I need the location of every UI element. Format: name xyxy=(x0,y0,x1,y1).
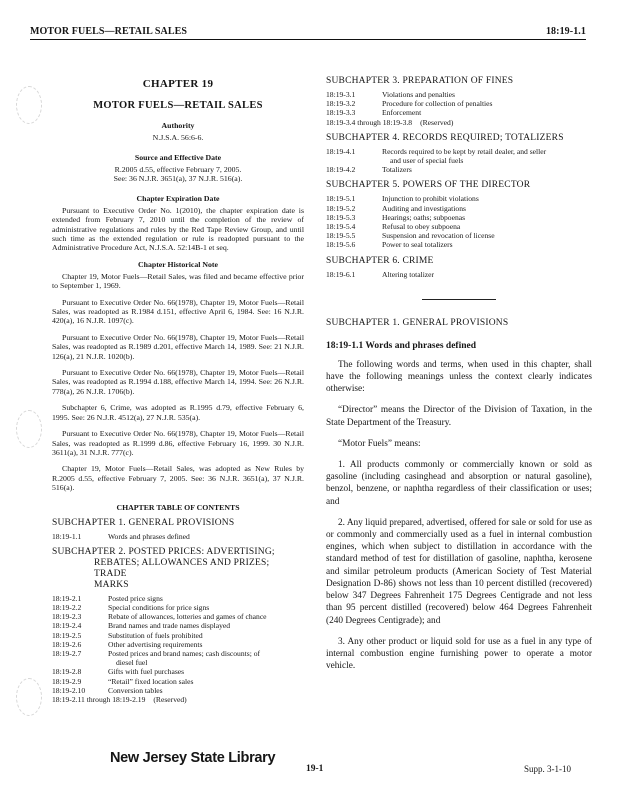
body-paragraph: 1. All products commonly or commercially known or sold as gasoline (including casinghead and absorption or natural gasoline), benzol, benzene, or naphtha regardless of their classification or uses; and xyxy=(326,460,592,507)
toc-subchapter-heading: SUBCHAPTER 5. POWERS OF THE DIRECTOR xyxy=(326,180,531,191)
toc-entry[interactable] xyxy=(326,270,592,279)
toc-subchapter xyxy=(326,76,592,127)
history-paragraph: Chapter 19, Motor Fuels—Retail Sales, was filed and became effective prior to September 1, 1969. xyxy=(52,271,304,291)
toc-entry-title: Altering totalizer xyxy=(382,269,435,279)
toc-entry-title: “Retail” fixed location sales xyxy=(108,676,194,686)
source-line: See: 36 N.J.R. 3651(a), 37 N.J.R. 516(a). xyxy=(113,174,243,184)
toc-entry[interactable] xyxy=(52,677,304,686)
toc-entry-number: 18:19-3.3 xyxy=(326,108,356,118)
left-column xyxy=(52,76,304,710)
toc-entry-number: 18:19-2.1 xyxy=(52,593,82,603)
header-title: MOTOR FUELS—RETAIL SALES xyxy=(30,26,188,37)
toc-entry-number: 18:19-2.3 xyxy=(52,612,82,622)
toc-entry-title: Posted prices and brand names; cash discounts; of xyxy=(108,648,261,658)
toc-entry-list xyxy=(326,194,592,249)
toc-entry-list xyxy=(326,90,592,127)
toc-entry-number: 18:19-6.1 xyxy=(326,269,356,279)
toc-entry[interactable] xyxy=(52,621,304,630)
toc-entry[interactable] xyxy=(52,640,304,649)
toc-entry[interactable] xyxy=(326,222,592,231)
toc-entry-title: Substitution of fuels prohibited xyxy=(108,630,203,640)
expiration-text: Pursuant to Executive Order No. 1(2010), the chapter expiration date is extended from February 7, 2010 until the completion of the review of administrative regulations and rules by the Red Tape Review Group, and until such time as the extended regulation or rule is readopted pursuant to the Administrative Procedure Act, N.J.S.A. 52:14B-1 et seq. xyxy=(52,205,304,253)
toc-subchapter xyxy=(326,180,592,249)
toc-entry-title: Brand names and trade names displayed xyxy=(108,621,231,631)
toc-entry[interactable] xyxy=(326,108,592,117)
toc-entry-list xyxy=(326,270,592,279)
toc-entry-list xyxy=(52,532,304,541)
toc-entry-title: Words and phrases defined xyxy=(108,531,190,541)
body-subchapter-heading: SUBCHAPTER 1. GENERAL PROVISIONS xyxy=(326,317,509,328)
toc-entry-number: 18:19-2.11 through 18:19-2.19 xyxy=(52,694,146,704)
toc-entry-title: Procedure for collection of penalties xyxy=(382,99,493,109)
running-header xyxy=(30,26,586,40)
toc-subchapter-heading: SUBCHAPTER 1. GENERAL PROVISIONS xyxy=(52,517,235,528)
toc-entry-title: (Reserved) xyxy=(420,117,454,127)
toc-entry-title-cont: and user of special fuels xyxy=(390,156,464,166)
toc-entry[interactable] xyxy=(52,649,304,658)
toc-entry[interactable] xyxy=(326,165,592,174)
toc-entry-number: 18:19-3.2 xyxy=(326,99,356,109)
toc-subchapter xyxy=(326,256,592,279)
toc-entry-number: 18:19-2.6 xyxy=(52,639,82,649)
toc-entry-number: 18:19-4.2 xyxy=(326,165,356,175)
toc-entry-title: Injunction to prohibit violations xyxy=(382,194,479,204)
body-paragraph: 2. Any liquid prepared, advertised, offered for sale or sold for use as or commonly and commercially used as a fuel in internal combustion engines, which when subject to distillation in accordance with the standard method of test for distillation of gasoline, naphtha, kerosene and similar petroleum products (American Society of Test Material Designation D-86) shows not less than 10 percent distilled (recovered) below 347 Degrees Fahrenheit 175 Degrees Centigrade and not less than 95 percent distilled (recovered) below 464 Degrees Fahrenheit (240 Degrees Centigrade); and xyxy=(326,517,592,626)
history-paragraph: Pursuant to Executive Order No. 66(1978), Chapter 19, Motor Fuels—Retail Sales, was readopted as R.1989 d.201, effective March 14, 1989. See: 21 N.J.R. 126(a), 21 N.J.R. 1020(b). xyxy=(52,332,304,361)
toc-entry-title: Rebate of allowances, lotteries and games of chance xyxy=(108,612,267,622)
toc-entry-number: 18:19-4.1 xyxy=(326,146,356,156)
toc-subchapter xyxy=(52,518,304,541)
history-paragraph: Pursuant to Executive Order No. 66(1978), Chapter 19, Motor Fuels—Retail Sales, was readopted as R.1984 d.151, effective April 6, 1984. See: 16 N.J.R. 420(a), 16 N.J.R. 1097(c). xyxy=(52,297,304,326)
toc-entry-number: 18:19-5.4 xyxy=(326,222,356,232)
toc-entry[interactable] xyxy=(326,204,592,213)
header-section-number: 18:19-1.1 xyxy=(545,26,586,37)
body-paragraph: 3. Any other product or liquid sold for use as a fuel in any type of internal combustion engine furnishing power to operate a motor vehicle. xyxy=(326,636,592,672)
toc-subchapter-heading: SUBCHAPTER 4. RECORDS REQUIRED; TOTALIZERS xyxy=(326,132,564,143)
toc-entry-title: Records required to be kept by retail dealer, and seller xyxy=(382,146,547,156)
toc-entry-number: 18:19-5.6 xyxy=(326,240,356,250)
history-paragraph: Subchapter 6, Crime, was adopted as R.1995 d.79, effective February 6, 1995. See: 26 N.J.R. 4512(a), 27 N.J.R. 535(a). xyxy=(52,403,304,422)
punch-hole-mark xyxy=(16,86,42,124)
toc-entry-title-cont: diesel fuel xyxy=(116,658,148,668)
toc-entry[interactable] xyxy=(326,231,592,240)
chapter-number: CHAPTER 19 xyxy=(142,78,214,90)
toc-subchapter-heading: SUBCHAPTER 3. PREPARATION OF FINES xyxy=(326,76,514,86)
toc-subchapter-heading: SUBCHAPTER 2. POSTED PRICES: ADVERTISING; xyxy=(52,546,275,557)
toc-entry-title: (Reserved) xyxy=(153,694,187,704)
toc-entry-number: 18:19-2.5 xyxy=(52,630,82,640)
toc-entry-title: Enforcement xyxy=(382,108,422,118)
toc-entry[interactable] xyxy=(326,99,592,108)
toc-entry[interactable] xyxy=(326,213,592,222)
toc-entry-number: 18:19-3.1 xyxy=(326,90,356,99)
chapter-title: MOTOR FUELS—RETAIL SALES xyxy=(93,100,263,111)
toc-entry-title: Refusal to obey subpoena xyxy=(382,222,461,232)
toc-entry-number: 18:19-2.8 xyxy=(52,667,82,677)
toc-entry[interactable] xyxy=(326,90,592,99)
toc-right xyxy=(326,76,592,279)
toc-entry-title: Gifts with fuel purchases xyxy=(108,667,185,677)
history-paragraph: Pursuant to Executive Order No. 66(1978), Chapter 19, Motor Fuels—Retail Sales, was readopted as R.1994 d.188, effective March 14, 1994. See: 26 N.J.R. 778(a), 26 N.J.R. 1706(b). xyxy=(52,368,304,396)
toc-subchapter-heading-cont: REBATES; ALLOWANCES AND PRIZES; TRADE xyxy=(94,557,270,579)
toc-entry-title: Auditing and investigations xyxy=(382,203,466,213)
toc-entry-list xyxy=(52,594,304,704)
toc-subchapter-heading: SUBCHAPTER 6. CRIME xyxy=(326,255,434,266)
page-number: 19-1 xyxy=(306,764,324,774)
right-column xyxy=(326,76,592,681)
toc-entry-number: 18:19-2.2 xyxy=(52,602,82,612)
toc-entry-number: 18:19-1.1 xyxy=(52,531,82,541)
supplement-date: Supp. 3-1-10 xyxy=(524,764,571,774)
divider-rule xyxy=(422,299,496,300)
source-heading: Source and Effective Date xyxy=(134,152,222,162)
toc-entry[interactable] xyxy=(52,631,304,640)
toc-heading: CHAPTER TABLE OF CONTENTS xyxy=(116,502,240,512)
toc-entry[interactable] xyxy=(326,118,592,127)
toc-entry-title: Special conditions for price signs xyxy=(108,602,210,612)
source-line: R.2005 d.55, effective February 7, 2005. xyxy=(114,164,242,174)
toc-entry-number: 18:19-2.7 xyxy=(52,648,82,658)
toc-entry-title: Hearings; oaths; subpoenas xyxy=(382,212,466,222)
body-paragraph: The following words and terms, when used in this chapter, shall have the following meanings unless the context clearly indicates otherwise: xyxy=(326,359,592,395)
toc-entry-number: 18:19-5.2 xyxy=(326,203,356,213)
authority-text: N.J.S.A. 56:6-6. xyxy=(152,133,204,142)
toc-entry-title: Totalizers xyxy=(382,165,412,175)
history-paragraph: Chapter 19, Motor Fuels—Retail Sales, was adopted as New Rules by R.2005 d.55, effective February 7, 2005. See: 36 N.J.R. 3651(a), 37 N.J.R. 516(a). xyxy=(52,464,304,493)
toc-entry-number: 18:19-2.4 xyxy=(52,621,82,631)
body-paragraph: “Director” means the Director of the Division of Taxation, in the State Department of the Treasury. xyxy=(326,405,592,428)
toc-entry[interactable] xyxy=(52,532,304,541)
toc-entry-number: 18:19-5.3 xyxy=(326,212,356,222)
toc-subchapter xyxy=(52,547,304,704)
toc-entry-number: 18:19-5.5 xyxy=(326,231,356,241)
toc-entry[interactable] xyxy=(326,240,592,249)
toc-entry[interactable] xyxy=(326,194,592,203)
toc-entry-number: 18:19-2.9 xyxy=(52,676,82,686)
toc-entry[interactable] xyxy=(52,603,304,612)
toc-subchapter-heading-cont: MARKS xyxy=(94,579,129,590)
history-notes xyxy=(52,272,304,493)
toc-entry-title: Power to seal totalizers xyxy=(382,240,453,250)
toc-entry[interactable] xyxy=(52,612,304,621)
body-paragraph: “Motor Fuels” means: xyxy=(338,438,421,449)
history-paragraph: Pursuant to Executive Order No. 66(1978), Chapter 19, Motor Fuels—Retail Sales, was readopted as R.1999 d.86, effective February 16, 1999. 30 N.J.R. 3611(a), 31 N.J.R. 777(c). xyxy=(52,429,304,457)
library-stamp: New Jersey State Library xyxy=(110,750,276,766)
toc-entry-title: Conversion tables xyxy=(108,685,163,695)
toc-entry[interactable] xyxy=(52,667,304,676)
toc-entry[interactable] xyxy=(52,594,304,603)
toc-entry-title: Suspension and revocation of license xyxy=(382,231,495,241)
toc-entry-number: 18:19-2.10 xyxy=(52,685,86,695)
toc-entry[interactable] xyxy=(52,686,304,695)
punch-hole-mark xyxy=(16,410,42,448)
authority-heading: Authority xyxy=(161,121,195,130)
toc-subchapter xyxy=(326,133,592,175)
toc-entry-title: Violations and penalties xyxy=(382,90,455,99)
toc-entry-title: Other advertising requirements xyxy=(108,639,203,649)
toc-left xyxy=(52,518,304,705)
toc-entry-list xyxy=(326,147,592,175)
toc-entry[interactable] xyxy=(52,695,304,704)
source-text xyxy=(52,165,304,184)
toc-entry-title: Posted price signs xyxy=(108,593,163,603)
toc-entry-number: 18:19-3.4 through 18:19-3.8 xyxy=(326,117,413,127)
history-heading: Chapter Historical Note xyxy=(138,259,218,269)
section-heading: 18:19-1.1 Words and phrases defined xyxy=(326,340,477,351)
expiration-heading: Chapter Expiration Date xyxy=(136,193,220,203)
punch-hole-mark xyxy=(16,678,42,716)
toc-entry-number: 18:19-5.1 xyxy=(326,194,356,204)
toc-entry[interactable] xyxy=(326,147,592,156)
